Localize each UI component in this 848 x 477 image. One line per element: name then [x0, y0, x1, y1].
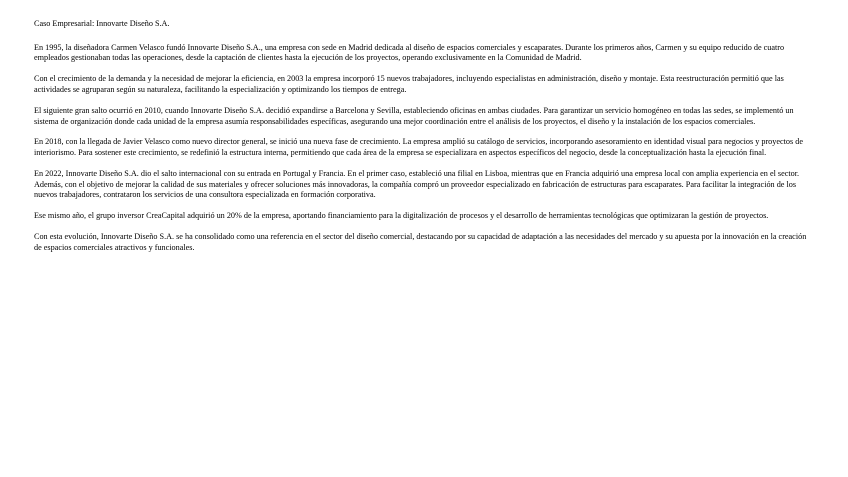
paragraph-2003-restructuring: Con el crecimiento de la demanda y la necesidad de mejorar la eficiencia, en 2003 la empresa incorporó 15 nuevos trabajadores, incluyendo especialistas en administración, diseño y montaje. Esta reestructuración permitió que las actividades se agruparan según su naturaleza, facilitando la especialización y optimizando los tiempos de entrega.: [34, 74, 784, 94]
paragraph-2018-growth: En 2018, con la llegada de Javier Velasco como nuevo director general, se inició una nueva fase de crecimiento. La empresa amplió su catálogo de servicios, incorporando asesoramiento en identidad visual para negocios y proyectos de interiorismo. Para sostener este crecimiento, se redefinió la estructura interna, permitiendo que cada área de la empresa se especializara en aspectos específicos del negocio, desde la conceptualización hasta la ejecución final.: [34, 137, 803, 158]
paragraph-1995-founding: En 1995, la diseñadora Carmen Velasco fundó Innovarte Diseño S.A., una empresa con sede en Madrid dedicada al diseño de espacios comerciales y escaparates. Durante los primeros años, Carmen y su equipo reducido de cuatro empleados gestionaban todas las operaciones, desde la captación de clientes hasta la ejecución de los proyectos, operando exclusivamente en la Comunidad de Madrid.: [34, 42, 785, 63]
paragraph-2022-international: En 2022, Innovarte Diseño S.A. dio el salto internacional con su entrada en Portugal y Francia. En el primer caso, estableció una filial en Lisboa, mientras que en Francia adquirió una empresa local con amplia experiencia en el sector. Además, con el objetivo de mejorar la calidad de sus materiales y ofrecer soluciones más innovadoras, la compañía compró un proveedor especializado en fabricación de estructuras para escaparates. Para facilitar la integración de los nuevos trabajadores, contrataron los servicios de una consultora especializada en formación corporativa.: [34, 169, 800, 200]
paragraph-creacapital-investment: Ese mismo año, el grupo inversor CreaCapital adquirió un 20% de la empresa, aportando financiamiento para la digitalización de procesos y el desarrollo de herramientas tecnológicas que optimizaran la gestión de proyectos.: [34, 211, 769, 221]
paragraph-2010-expansion: El siguiente gran salto ocurrió en 2010, cuando Innovarte Diseño S.A. decidió expandirse a Barcelona y Sevilla, estableciendo oficinas en ambas ciudades. Para garantizar un servicio homogéneo en todas las sedes, se implementó un sistema de organización donde cada unidad de la empresa asumía responsabilidades específicas, asegurando una mejor coordinación entre el análisis de los proyectos, el diseño y la instalación de los espacios comerciales.: [34, 105, 794, 126]
paragraph-conclusion: Con esta evolución, Innovarte Diseño S.A. se ha consolidado como una referencia en el sector del diseño comercial, destacando por su capacidad de adaptación a las necesidades del mercado y su apuesta por la innovación en la creación de espacios comerciales atractivos y funcionales.: [34, 232, 807, 252]
document-title: Caso Empresarial: Innovarte Diseño S.A.: [34, 19, 170, 28]
